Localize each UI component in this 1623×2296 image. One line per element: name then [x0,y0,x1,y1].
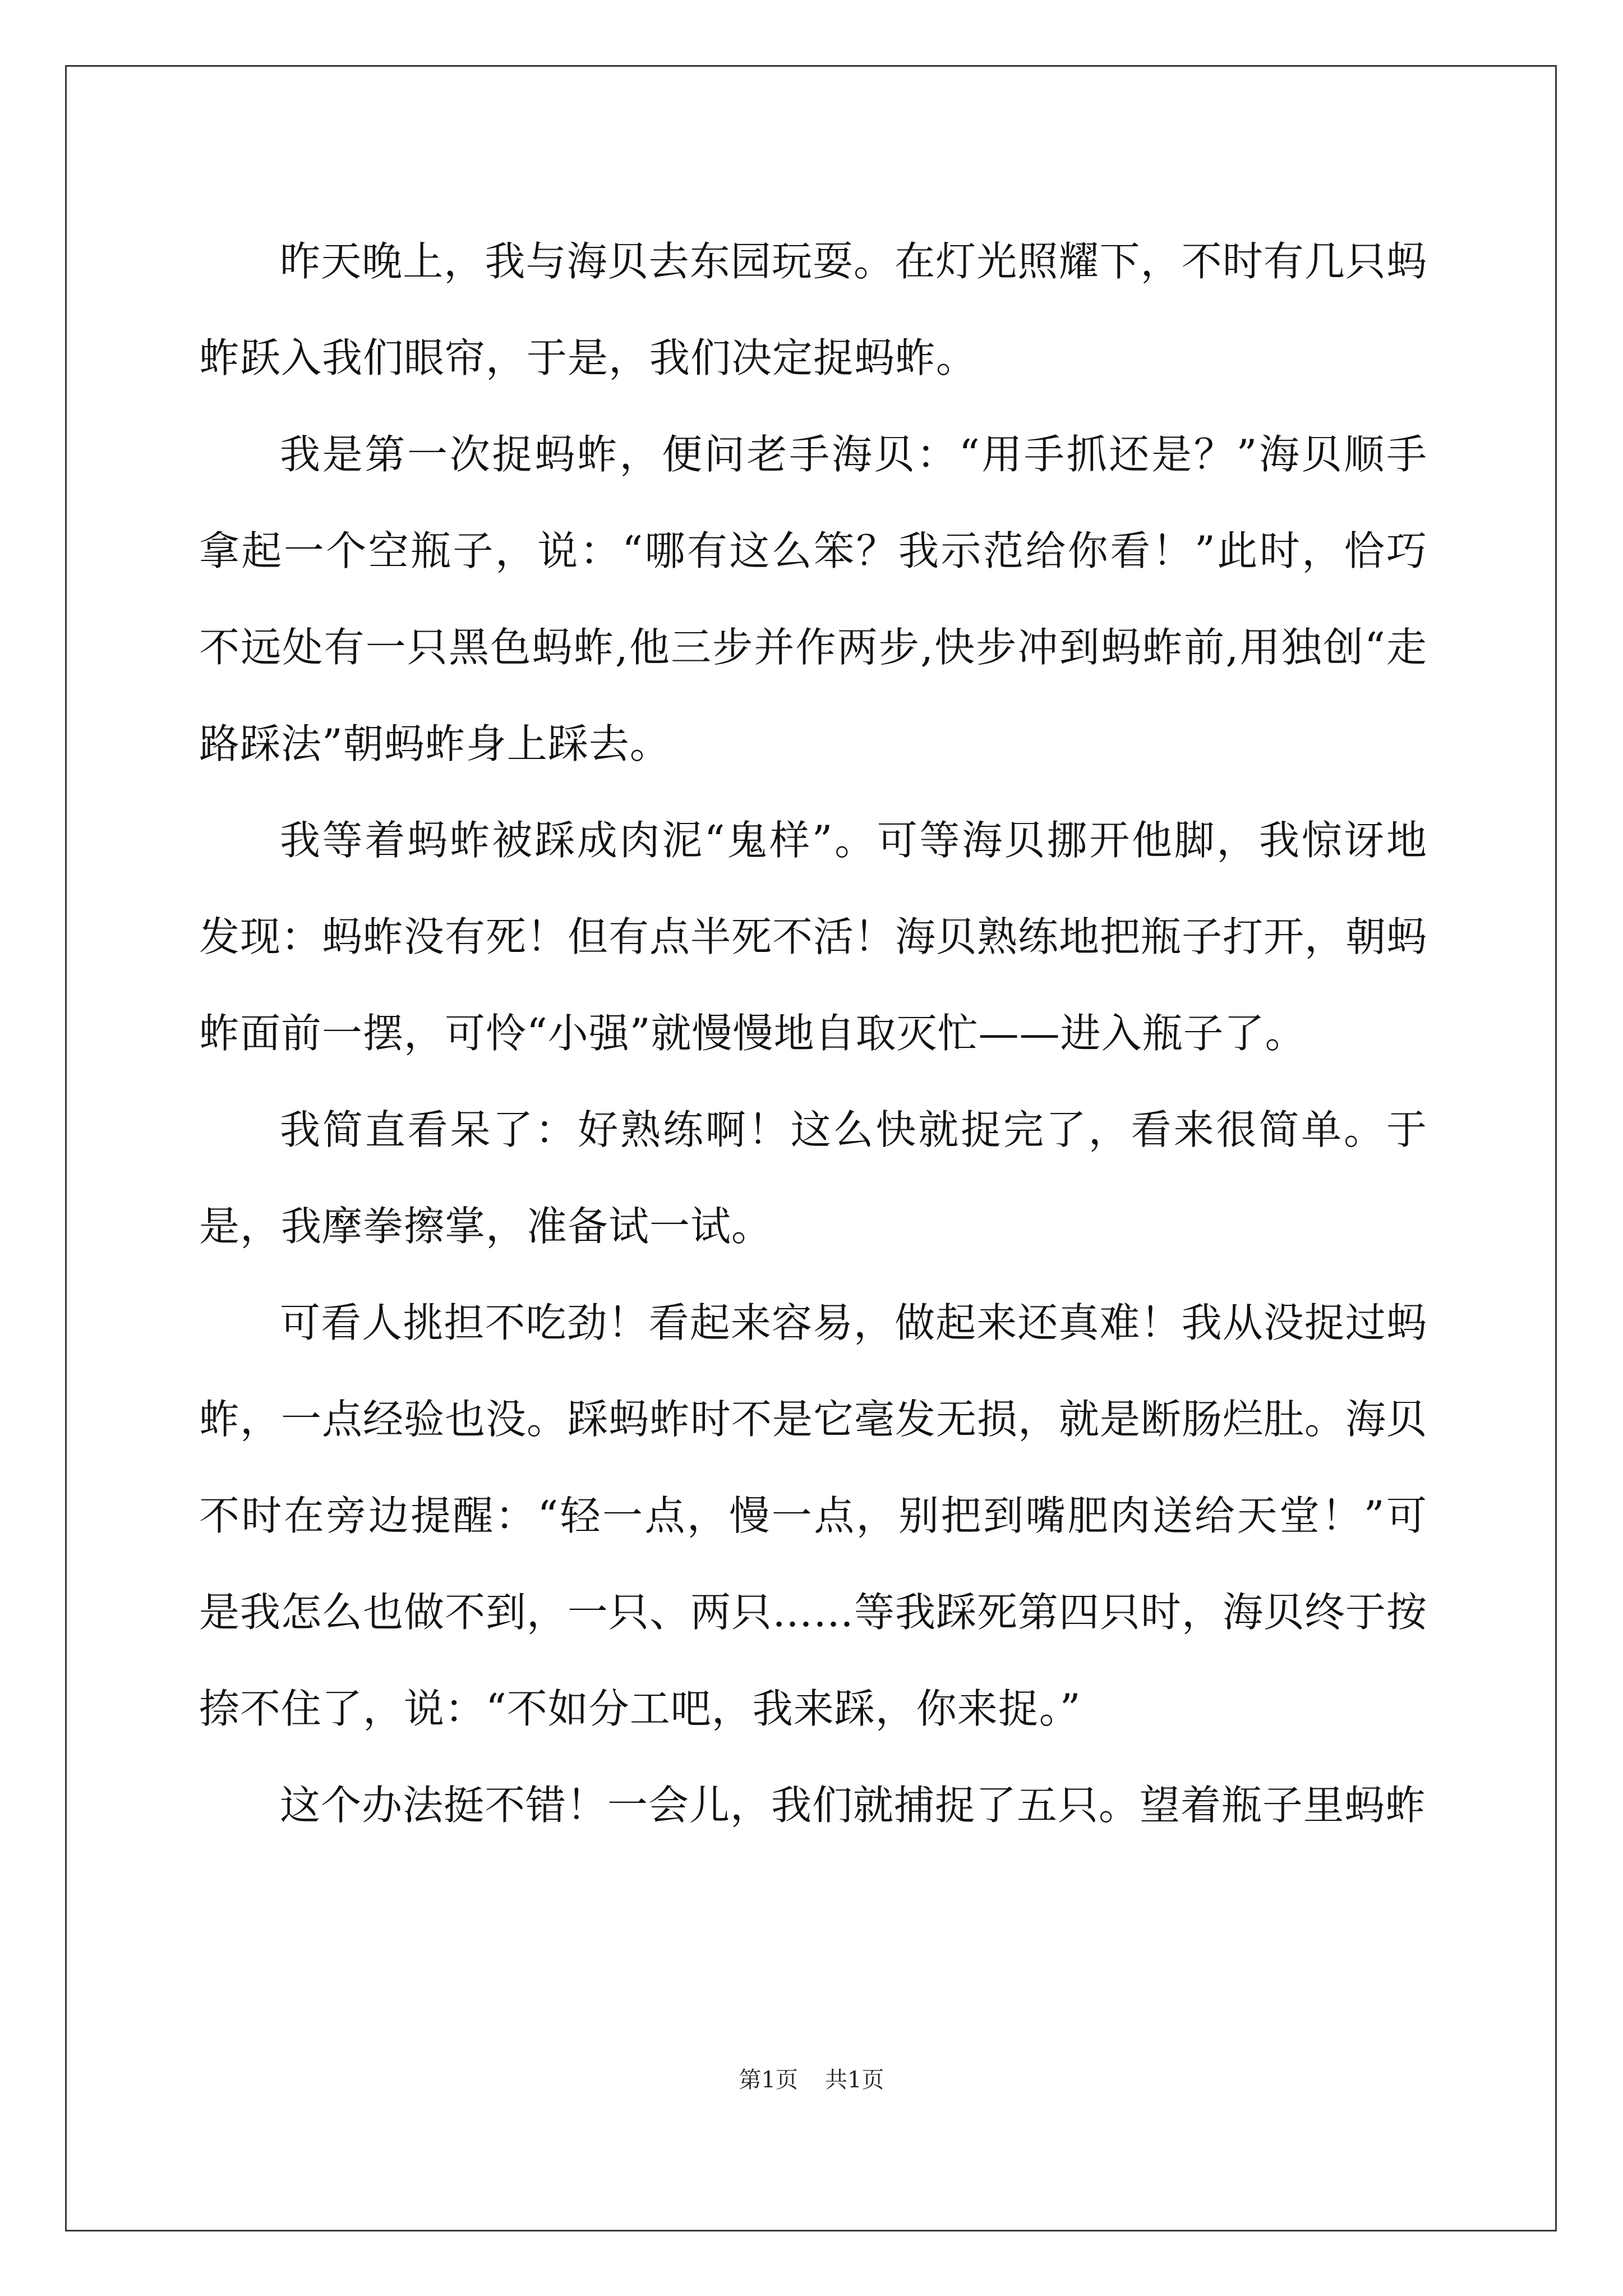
document-body [199,213,1427,1853]
paragraph-2: 我是第一次捉蚂蚱，便问老手海贝：“用手抓还是？”海贝顺手拿起一个空瓶子，说：“哪有这么笨？我示范给你看！”此时，恰巧不远处有一只黑色蚂蚱,他三步并作两步,快步冲到蚂蚱前,用独创“走路踩法”朝蚂蚱身上踩去。 [199,431,1427,767]
paragraph-1: 昨天晚上，我与海贝去东园玩耍。在灯光照耀下，不时有几只蚂蚱跃入我们眼帘，于是，我们决定捉蚂蚱。 [199,238,1427,381]
page-number: 第1页 [739,2067,798,2093]
paragraph-5: 可看人挑担不吃劲！看起来容易，做起来还真难！我从没捉过蚂蚱，一点经验也没。踩蚂蚱时不是它毫发无损，就是断肠烂肚。海贝不时在旁边提醒：“轻一点，慢一点，别把到嘴肥肉送给天堂！”可是我怎么也做不到，一只、两只……等我踩死第四只时，海贝终于按捺不住了，说：“不如分工吧，我来踩，你来捉。” [199,1299,1428,1732]
paragraph-4: 我简直看呆了：好熟练啊！这么快就捉完了，看来很简单。于是，我摩拳擦掌，准备试一试。 [199,1106,1427,1250]
page-total: 共1页 [825,2067,884,2093]
page-footer [0,2064,1623,2096]
paragraph-3: 我等着蚂蚱被踩成肉泥“鬼样”。可等海贝挪开他脚，我惊讶地发现：蚂蚱没有死！但有点半死不活！海贝熟练地把瓶子打开，朝蚂蚱面前一摆，可怜“小强”就慢慢地自取灭忙——进入瓶子了。 [199,817,1428,1057]
paragraph-6: 这个办法挺不错！一会儿，我们就捕捉了五只。望着瓶子里蚂蚱 [280,1782,1427,1829]
